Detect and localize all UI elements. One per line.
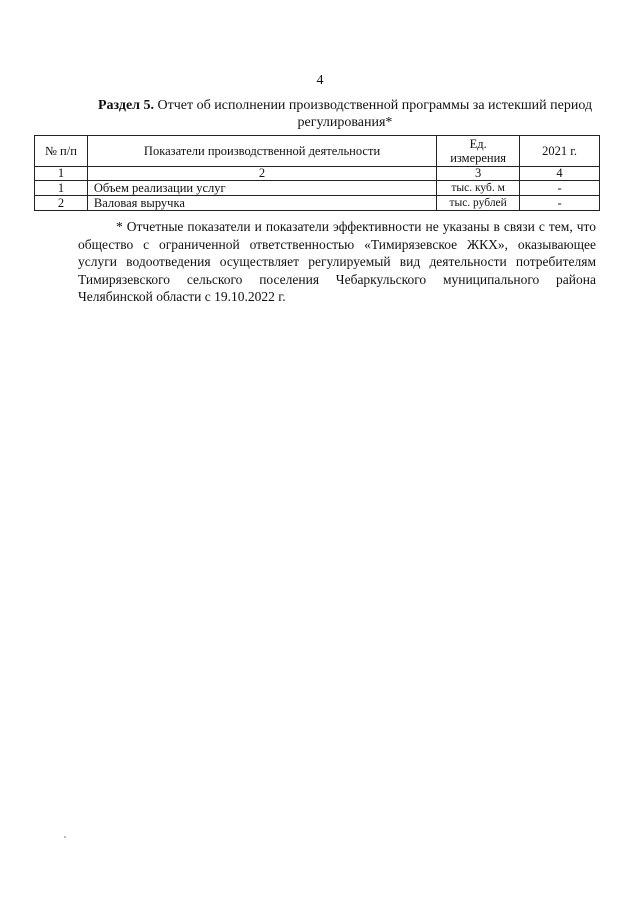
header-indicator: Показатели производственной деятельности [87, 136, 436, 167]
column-number: 1 [35, 167, 88, 181]
row-indicator: Объем реализации услуг [87, 181, 436, 196]
row-value: - [520, 196, 600, 211]
scan-mark [64, 836, 66, 838]
table-header-row [35, 136, 600, 167]
row-indicator: Валовая выручка [87, 196, 436, 211]
header-unit: Ед. измерения [437, 136, 520, 167]
header-num: № п/п [35, 136, 88, 167]
column-number: 4 [520, 167, 600, 181]
section-title [90, 97, 600, 131]
section-label: Раздел 5. [97, 98, 155, 113]
footnote: * Отчетные показатели и показатели эффективности не указаны в связи с тем, что общество с ограниченной ответственностью «Тимирязевское ЖКХ», оказывающее услуги водоотведения осуществляет регулируемый вид деятельности потребителям Тимирязевского сельского поселения Чебаркульского муниципального района Челябинской области с 19.10.2022 г. [78, 219, 596, 304]
column-number-row [35, 167, 600, 181]
row-value: - [520, 181, 600, 196]
production-report-table [34, 135, 600, 211]
page-number: 4 [316, 73, 324, 88]
header-year: 2021 г. [520, 136, 600, 167]
table-row [35, 196, 600, 211]
column-number: 3 [437, 167, 520, 181]
table-row [35, 181, 600, 196]
column-number: 2 [87, 167, 436, 181]
row-num: 2 [35, 196, 88, 211]
row-num: 1 [35, 181, 88, 196]
row-unit: тыс. куб. м [437, 181, 520, 196]
row-unit: тыс. рублей [437, 196, 520, 211]
section-title-text: Отчет об исполнении производственной программы за истекший период регулирования* [154, 98, 593, 130]
